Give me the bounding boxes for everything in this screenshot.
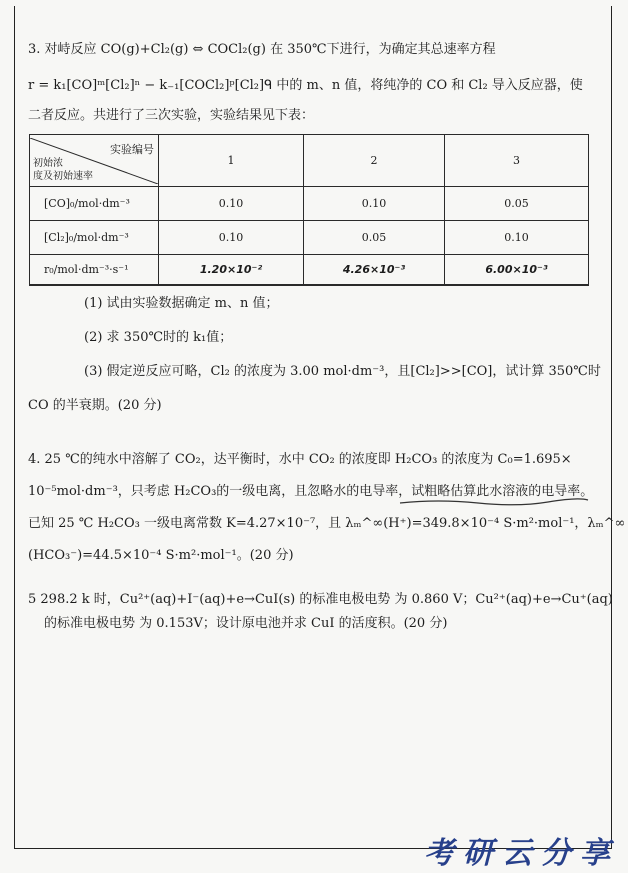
q3-line3: 二者反应。共进行了三次实验，实验结果见下表： xyxy=(28,108,315,123)
corner-top-label: 实验编号 xyxy=(110,142,154,156)
row-label: [CO]₀/mol·dm⁻³ xyxy=(30,187,159,221)
table-cell: 6.00×10⁻³ xyxy=(445,255,589,285)
table-cell: 4.26×10⁻³ xyxy=(304,255,445,285)
watermark-text: 考研云分享 xyxy=(424,836,619,871)
q4-line2: 10⁻⁵mol·dm⁻³，只考虑 H₂CO₃的一级电离，且忽略水的电导率，试粗略估算此水溶液的电导率。 xyxy=(28,484,594,499)
table-header: 3 xyxy=(445,135,589,187)
table-cell: 0.10 xyxy=(159,221,304,255)
table-header: 1 xyxy=(159,135,304,187)
table-cell: 0.05 xyxy=(445,187,589,221)
page-border xyxy=(14,6,612,849)
q3-line2: r = k₁[CO]ᵐ[Cl₂]ⁿ − k₋₁[COCl₂]ᵖ[Cl₂]ᑫ 中的 m、n 值，将纯净的 CO 和 Cl₂ 导入反应器，使 xyxy=(28,78,583,93)
handwritten-underline xyxy=(398,497,590,507)
row-label: [Cl₂]₀/mol·dm⁻³ xyxy=(30,221,159,255)
q5-line2: 的标准电极电势 为 0.153V；设计原电池并求 CuI 的活度积。(20 分) xyxy=(44,616,448,631)
corner-bottom-label-2: 度及初始速率 xyxy=(33,170,93,182)
q3-sub3a: (3) 假定逆反应可略，Cl₂ 的浓度为 3.00 mol·dm⁻³，且[Cl₂]>>[CO]，试计算 350℃时 xyxy=(84,364,601,379)
q3-sub2: (2) 求 350℃时的 k₁值； xyxy=(84,330,233,345)
table-cell: 1.20×10⁻² xyxy=(159,255,304,285)
q4-line1: 4. 25 ℃的纯水中溶解了 CO₂，达平衡时，水中 CO₂ 的浓度即 H₂CO₃ 的浓度为 C₀=1.695× xyxy=(28,452,572,467)
table-row xyxy=(30,221,589,255)
table-corner-cell xyxy=(30,135,159,187)
experiment-table xyxy=(29,134,589,286)
q4-line3: 已知 25 ℃ H₂CO₃ 一级电离常数 K=4.27×10⁻⁷，且 λₘ^∞(H⁺)=349.8×10⁻⁴ S·m²·mol⁻¹，λₘ^∞ xyxy=(28,516,626,531)
table-cell: 0.10 xyxy=(159,187,304,221)
q5-line1: 5 298.2 k 时，Cu²⁺(aq)+I⁻(aq)+e→CuI(s) 的标准电极电势 为 0.860 V；Cu²⁺(aq)+e→Cu⁺(aq) xyxy=(28,592,613,607)
table-row xyxy=(30,255,589,285)
table-header: 2 xyxy=(304,135,445,187)
table-cell: 0.05 xyxy=(304,221,445,255)
q3-line1: 3. 对峙反应 CO(g)+Cl₂(g) ⇔ COCl₂(g) 在 350℃下进行，为确定其总速率方程 xyxy=(28,42,496,57)
q3-sub1: (1) 试由实验数据确定 m、n 值； xyxy=(84,296,279,311)
table-cell: 0.10 xyxy=(304,187,445,221)
q3-sub3b: CO 的半衰期。(20 分) xyxy=(28,398,162,413)
table-row xyxy=(30,187,589,221)
corner-bottom-label-1: 初始浓 xyxy=(33,157,63,169)
row-label: r₀/mol·dm⁻³·s⁻¹ xyxy=(30,255,159,285)
table-cell: 0.10 xyxy=(445,221,589,255)
q4-line4: (HCO₃⁻)=44.5×10⁻⁴ S·m²·mol⁻¹。(20 分) xyxy=(28,548,294,563)
